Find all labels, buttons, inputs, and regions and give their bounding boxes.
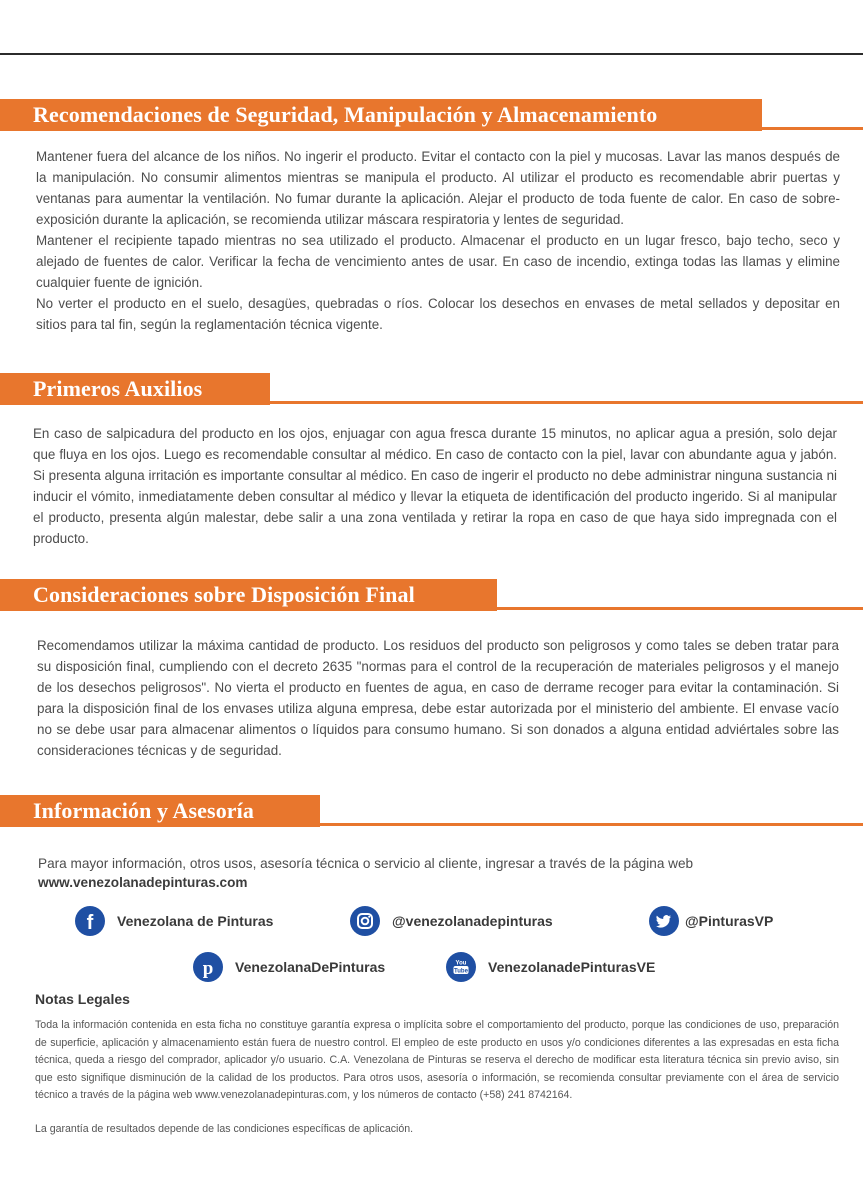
section-title: Consideraciones sobre Disposición Final bbox=[0, 579, 497, 611]
paragraph: Mantener el recipiente tapado mientras no sea utilizado el producto. Almacenar el producto en un lugar fresco, bajo techo, seco y alejado de fuentes de calor. Verificar la fecha de vencimiento antes de usar. En caso de incendio, extinga todas las llamas y elimine cualquier fuente de ignición. bbox=[36, 233, 840, 290]
social-twitter[interactable] bbox=[649, 905, 773, 937]
svg-text:p: p bbox=[202, 958, 214, 979]
instagram-label: @venezolanadepinturas bbox=[392, 913, 553, 929]
youtube-icon-you: You bbox=[455, 960, 467, 967]
section-rule bbox=[762, 127, 863, 130]
paragraph: Mantener fuera del alcance de los niños. No ingerir el producto. Evitar el contacto con la piel y mucosas. Lavar las manos después de la manipulación. No consumir alimentos mientras se manipula el producto. Al utilizar el producto es recomendable abrir puertas y ventanas para aumentar la ventilación. No fumar durante la aplicación. Alejar el producto de toda fuente de calor. En caso de sobre-exposición durante la aplicación, se recomienda utilizar máscara respiratoria y lentes de seguridad. bbox=[36, 149, 840, 227]
twitter-label: @PinturasVP bbox=[685, 913, 774, 929]
section-title: Recomendaciones de Seguridad, Manipulación y Almacenamiento bbox=[0, 99, 762, 131]
section-title: Información y Asesoría bbox=[0, 795, 320, 827]
social-pinterest[interactable] bbox=[193, 951, 385, 983]
section-header-disposal bbox=[0, 579, 863, 615]
social-facebook[interactable] bbox=[75, 905, 273, 937]
social-youtube[interactable] bbox=[446, 951, 655, 983]
website-link[interactable]: www.venezolanadepinturas.com bbox=[38, 875, 248, 890]
paragraph: No verter el producto en el suelo, desagües, quebradas o ríos. Colocar los desechos en envases de metal sellados y depositar en sitios para tal fin, según la reglamentación técnica vigente. bbox=[36, 296, 840, 332]
paragraph: En caso de salpicadura del producto en los ojos, enjuagar con agua fresca durante 15 minutos, no aplicar agua a presión, solo dejar que fluya en los ojos. Luego es recomendable consultar al médico. En caso de contacto con la piel, lavar con abundante agua y jabón. Si presenta alguna irritación es importante consultar al médico. En caso de ingerir el producto no debe administrar ninguna sustancia ni inducir el vómito, inmediatamente deben consultar al médico y llevar la etiqueta de identificación del producto ingerido. Si al manipular el producto, presenta algún malestar, debe salir a una zona ventilada y retirar la ropa en caso de que haya sido impregnada con el producto. bbox=[33, 426, 837, 546]
section-header-safety bbox=[0, 99, 863, 135]
paragraph: Recomendamos utilizar la máxima cantidad de producto. Los residuos del producto son peligrosos y como tales se deben tratar para su disposición final, cumpliendo con el decreto 2635 "normas para el control de la recuperación de materiales peligrosos y el manejo de los desechos peligrosos". No vierta el producto en fuentes de agua, en caso de derrame recoger para evitar la contaminación. Si para la disposición final de los envases utiliza alguna empresa, debe estar autorizada por el ministerio del ambiente. El envase vacío no se debe usar para almacenar alimentos o líquidos para consumo humano. Si son donados a alguna entidad adviértales sobre las consideraciones técnicas y de seguridad. bbox=[37, 638, 839, 758]
legal-text: Toda la información contenida en esta ficha no constituye garantía expresa o implícita sobre el comportamiento del producto, porque las condiciones de uso, preparación de superficie, aplicación y almacenamiento están fuera de nuestro control. El empleo de este producto en usos y/o condiciones diferentes a las expresadas en esta ficha técnica, queda a riesgo del comprador, aplicador y/o usuario. C.A. Venezolana de Pinturas se reserva el derecho de modificar esta literatura técnica sin previo aviso, sin que esto signifique disminución de la calidad de los productos. Para otros usos, asesoría o información, se recomienda consultar previamente con el área de servicio técnico a través de la página web www.venezolanadepinturas.com, y los números de contacto (+58) 241 8742164. bbox=[35, 1019, 839, 1102]
section-header-first-aid bbox=[0, 373, 863, 409]
instagram-icon bbox=[350, 906, 380, 936]
legal-title: Notas Legales bbox=[35, 991, 130, 1007]
facebook-icon bbox=[75, 906, 105, 936]
section-rule bbox=[270, 401, 863, 404]
pinterest-label: VenezolanaDePinturas bbox=[235, 959, 386, 975]
youtube-label: VenezolanadePinturasVE bbox=[488, 959, 656, 975]
first-aid-text bbox=[33, 423, 837, 549]
svg-text:Tube: Tube bbox=[454, 968, 468, 975]
section-rule bbox=[497, 607, 863, 610]
section-title: Primeros Auxilios bbox=[0, 373, 270, 405]
section-rule bbox=[320, 823, 863, 826]
social-instagram[interactable] bbox=[350, 905, 553, 937]
section-header-info bbox=[0, 795, 863, 831]
info-text: Para mayor información, otros usos, asesoría técnica o servicio al cliente, ingresar a través de la página web bbox=[38, 856, 694, 871]
twitter-icon bbox=[649, 906, 679, 936]
svg-text:f: f bbox=[86, 912, 94, 934]
legal-last-line: La garantía de resultados depende de las condiciones específicas de aplicación. bbox=[35, 1123, 414, 1135]
top-rule bbox=[0, 53, 863, 55]
safety-text bbox=[36, 146, 840, 335]
disposal-text bbox=[37, 635, 839, 761]
facebook-label: Venezolana de Pinturas bbox=[117, 913, 274, 929]
pinterest-icon bbox=[193, 952, 223, 982]
youtube-icon bbox=[446, 952, 476, 982]
